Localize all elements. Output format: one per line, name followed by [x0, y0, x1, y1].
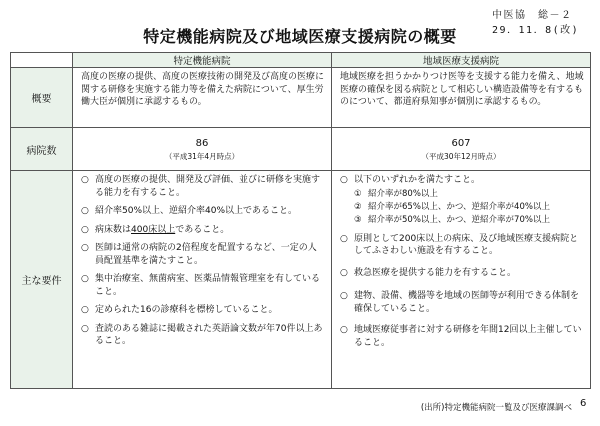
requirement-text: 以下のいずれかを満たすこと。 [354, 175, 481, 185]
requirements-regional-support-hospital [332, 171, 591, 389]
requirement-text: 地域医療従事者に対する研修を年間12回以上主催していること。 [354, 325, 582, 348]
count-value: 86 [195, 137, 209, 149]
beds-text-suffix: であること。 [175, 224, 230, 235]
bullet-circle-icon: ○ [340, 267, 348, 278]
count-value: 607 [451, 137, 471, 149]
requirement-text: 救急医療を提供する能力を有すること。 [354, 267, 517, 278]
overview-regional-support-hospital: 地域医療を担うかかりつけ医等を支援する能力を備え、地域医療の確保を図る病院として相応しい構造設備等を有するものについて、都道府県知事が個別に承認するもの。 [332, 68, 591, 128]
bullet-circle-icon: ○ [340, 325, 348, 335]
requirement-item [81, 323, 325, 348]
row-label-requirements: 主な要件 [11, 171, 73, 389]
page-number: 6 [580, 398, 587, 409]
count-regional-support-hospital [332, 128, 591, 171]
bullet-circle-icon: ○ [81, 224, 89, 235]
requirement-item [81, 174, 325, 199]
requirements-row [11, 171, 591, 389]
count-date-note: （平成31年4月時点） [164, 151, 240, 161]
condition-text: 紹介率が50%以上、かつ、逆紹介率が70%以上 [368, 214, 550, 225]
requirement-text: 原則として200床以上の病床、及び地域医療支援病院としてふさわしい施設を有すること。 [354, 233, 579, 256]
condition-text: 紹介率が80%以上 [368, 188, 438, 199]
condition-number: ① [354, 188, 362, 199]
requirement-item [340, 267, 584, 280]
reference-line-2: 29．11．8(改) [492, 25, 580, 36]
bullet-circle-icon: ○ [81, 323, 89, 334]
requirement-text: 査読のある雑誌に掲載された英語論文数が年70件以上あること。 [95, 323, 323, 346]
bullet-circle-icon: ○ [81, 243, 89, 253]
header-row [11, 53, 591, 68]
reference-line-1: 中医協 総－２ [492, 10, 573, 21]
requirement-text: 医師は通常の病院の2倍程度を配置するなど、一定の人員配置基準を満たすこと。 [95, 243, 317, 266]
page-title: 特定機能病院及び地域医療支援病院の概要 [143, 27, 457, 46]
column-header-special-function-hospital: 特定機能病院 [73, 53, 332, 68]
comparison-table [10, 52, 591, 389]
bullet-circle-icon: ○ [81, 274, 89, 284]
count-date-note: （平成30年12月時点） [421, 151, 501, 161]
bullet-circle-icon: ○ [340, 233, 348, 244]
overview-row [11, 68, 591, 128]
condition-number: ② [354, 201, 362, 212]
referral-condition [354, 188, 584, 200]
column-header-regional-support-hospital: 地域医療支援病院 [332, 53, 591, 68]
requirement-item [81, 242, 325, 267]
condition-text: 紹介率が65%以上、かつ、逆紹介率が40%以上 [368, 201, 550, 212]
beds-threshold-underlined: 400床以上 [131, 224, 176, 235]
header-corner-cell [11, 53, 73, 68]
condition-number: ③ [354, 214, 362, 225]
requirement-text: 建物、設備、機器等を地域の医師等が利用できる体制を確保していること。 [354, 291, 580, 314]
requirement-item [81, 224, 325, 237]
overview-special-function-hospital: 高度の医療の提供、高度の医療技術の開発及び高度の医療に関する研修を実施する能力等を備えた病院について、厚生労働大臣が個別に承認するもの。 [73, 68, 332, 128]
hospital-count-row [11, 128, 591, 171]
row-label-overview: 概要 [11, 68, 73, 128]
requirement-text: 集中治療室、無菌病室、医薬品情報管理室を有していること。 [95, 274, 321, 297]
requirement-item [340, 290, 584, 315]
requirement-text: 紹介率50%以上、逆紹介率40%以上であること。 [95, 206, 298, 216]
requirement-item [340, 174, 584, 187]
referral-condition [354, 214, 584, 226]
requirement-item [81, 304, 325, 317]
requirement-text: 高度の医療の提供、開発及び評価、並びに研修を実施する能力を有すること。 [95, 175, 321, 198]
requirement-text [95, 224, 325, 237]
bullet-circle-icon: ○ [340, 291, 348, 301]
source-note: (出所)特定機能病院一覧及び医療課調べ [420, 403, 572, 413]
bullet-circle-icon: ○ [340, 175, 348, 185]
beds-text-prefix: 病床数は [95, 224, 132, 235]
row-label-hospital-count: 病院数 [11, 128, 73, 171]
requirement-item [340, 233, 584, 258]
referral-condition [354, 201, 584, 213]
count-special-function-hospital [73, 128, 332, 171]
requirements-special-function-hospital [73, 171, 332, 389]
requirement-item [81, 273, 325, 298]
requirement-text: 定められた16の診療科を標榜していること。 [95, 305, 278, 315]
bullet-circle-icon: ○ [81, 206, 89, 216]
requirement-item [81, 205, 325, 218]
bullet-circle-icon: ○ [81, 175, 89, 185]
requirement-item [340, 324, 584, 349]
bullet-circle-icon: ○ [81, 305, 89, 315]
